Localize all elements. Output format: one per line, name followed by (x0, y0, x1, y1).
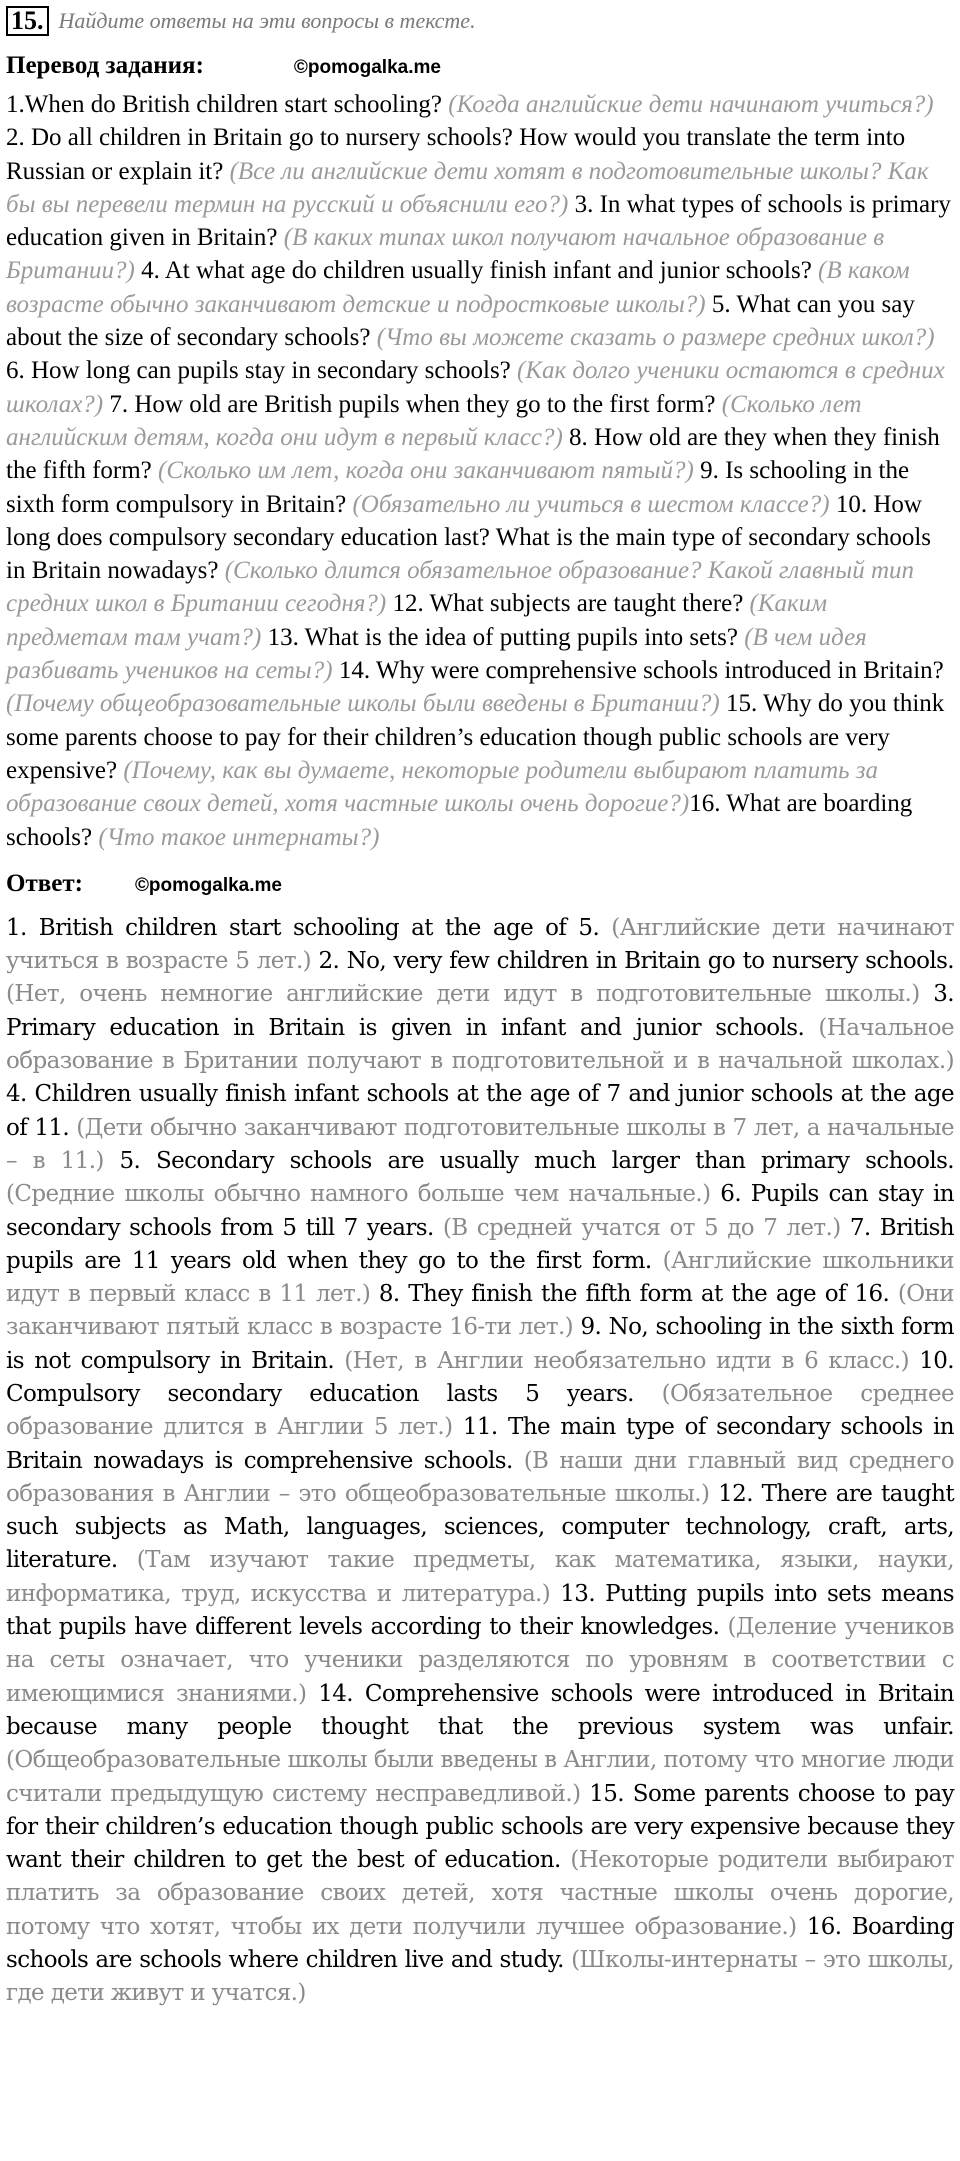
translation-item-4-en: 4. At what age do children usually finish infant and junior schools? (134, 257, 819, 285)
watermark: ©pomogalka.me (134, 874, 282, 896)
answer-item-7-en: 7. British pupils are 11 years old when they go to the first form. (6, 1214, 955, 1274)
watermark: ©pomogalka.me (293, 57, 441, 78)
answer-item-6-en: 6. Pupils can stay in secondary schools from 5 till 7 years. (6, 1181, 955, 1241)
answer-item-14-en: 14. Comprehensive schools were introduced in Britain because many people thought that the previous system was unfair. (6, 1680, 954, 1740)
translation-item-8-en: 8. How old are they when they finish the fifth form? (6, 423, 940, 485)
answer-item-8-en: 8. They finish the fifth form at the age of 16. (370, 1281, 898, 1308)
answer-item-15-en: 15. Some parents choose to pay for their children’s education though public schools are very expensive because they want their children to get the best of education. (6, 1780, 954, 1874)
answer-item-11-ru: (В наши дни главный вид среднего образования в Англии – это общеобразовательные школы.) (6, 1447, 954, 1507)
answer-header (6, 870, 954, 904)
answer-item-2-en: 2. No, very few children in Britain go to nursery schools. (311, 948, 955, 975)
translation-item-10-ru: (Сколько длится обязательное образование? Какой главный тип средних школ в Британии сегодня?) (6, 557, 915, 618)
answer-item-9-ru: (Нет, в Англии необязательно идти в 6 класс.) (344, 1347, 909, 1374)
translation-text (6, 88, 954, 854)
answer-item-12-ru: (Там изучают такие предметы, как математика, языки, науки, информатика, труд, искусства и литература.) (6, 1547, 954, 1607)
translation-item-12-ru: (В чем идея разбивать учеников на сеты?) (6, 623, 867, 685)
translation-item-3-ru: (В каких типах школ получают начальное образование в Британии?) (6, 224, 885, 285)
translation-item-10-en: 10. How long does compulsory secondary education last? What is the main type of secondary schools in Britain nowadays? (6, 490, 931, 585)
translation-item-14-ru: (Почему, как вы думаете, некоторые родители выбирают платить за образование своих детей, хотя частные школы очень дорогие?) (6, 756, 879, 818)
translation-item-11-en: 12. What subjects are taught there? (386, 590, 750, 618)
translation-item-7-en: 7. How old are British pupils when they go to the first form? (103, 390, 722, 418)
translation-item-5-en: 5. What can you say about the size of secondary schools? (6, 290, 915, 352)
translation-header (6, 52, 954, 86)
answer-item-6-ru: (В средней учатся от 5 до 7 лет.) (442, 1214, 841, 1241)
answer-item-16-ru: (Школы-интернаты – это школы, где дети живут и учатся.) (6, 1947, 954, 2007)
answer-item-4-ru: (Дети обычно заканчивают подготовительные школы в 7 лет, а начальные – в 11.) (6, 1114, 954, 1174)
translation-item-4-ru: (В каком возрасте обычно заканчивают детские и подростковые школы?) (6, 257, 910, 318)
translation-item-14-en: 15. Why do you think some parents choose to pay for their children’s education though public schools are very expensive? (6, 690, 945, 784)
answer-item-1-en: 1. British children start schooling at the age of 5. (6, 914, 612, 941)
answer-text (6, 912, 954, 2011)
translation-item-2-en: 2. Do all children in Britain go to nursery schools? How would you translate the term into Russian or explain it? (6, 124, 906, 185)
task-number: 15. (6, 6, 49, 36)
answer-item-16-en: 16. Boarding schools are schools where children live and study. (6, 1913, 954, 1974)
translation-item-3-en: 3. In what types of schools is primary education given in Britain? (6, 190, 951, 252)
answer-item-10-en: 10. Compulsory secondary education lasts 5 years. (6, 1347, 954, 1407)
answer-item-2-ru: (Нет, очень немногие английские дети идут в подготовительные школы.) (6, 981, 920, 1008)
translation-item-1-ru: (Когда английские дети начинают учиться?) (448, 91, 934, 118)
answer-item-13-ru: (Деление учеников на сеты означает, что ученики разделяются по уровням в соответствии с имеющимися знаниями.) (6, 1614, 954, 1707)
translation-item-13-ru: (Почему общеобразовательные школы были введены в Британии?) (6, 690, 720, 718)
document-page (6, 6, 954, 2011)
translation-item-15-en: 16. What are boarding schools? (6, 790, 913, 851)
answer-item-8-ru: (Они заканчивают пятый класс в возрасте 16-ти лет.) (6, 1281, 954, 1341)
translation-item-2-ru: (Все ли английские дети хотят в подготовительные школы? Как бы вы перевели термин на русский и объяснили его?) (6, 157, 929, 218)
translation-item-12-en: 13. What is the idea of putting pupils into sets? (261, 623, 745, 651)
answer-item-13-en: 13. Putting pupils into sets means that pupils have different levels according to their knowledges. (6, 1580, 954, 1641)
translation-item-6-ru: (Как долго ученики остаются в средних школах?) (6, 357, 945, 418)
answer-label: Ответ: (6, 869, 83, 897)
task-header (6, 6, 954, 36)
translation-item-9-ru: (Обязательно ли учиться в шестом классе?) (352, 490, 830, 518)
answer-item-5-en: 5. Secondary schools are usually much larger than primary schools. (103, 1147, 954, 1174)
answer-item-14-ru: (Общеобразовательные школы были введены в Англии, потому что многие люди считали предыдущую систему несправедливой.) (6, 1747, 954, 1807)
translation-item-8-ru: (Сколько им лет, когда они заканчивают пятый?) (158, 457, 694, 485)
answer-item-9-en: 9. No, schooling in the sixth form is not compulsory in Britain. (6, 1314, 955, 1374)
answer-item-11-en: 11. The main type of secondary schools in Britain nowadays is comprehensive schools. (6, 1414, 954, 1474)
answer-item-3-en: 3. Primary education in Britain is given in infant and junior schools. (6, 981, 954, 1041)
answer-item-10-ru: (Обязательное среднее образование длится в Англии 5 лет.) (6, 1380, 954, 1441)
answer-item-15-ru: (Некоторые родители выбирают платить за образование своих детей, хотя частные школы очень дорогие, потому что хотят, чтобы их дети получили лучшее образование.) (6, 1847, 954, 1940)
translation-label: Перевод задания: (6, 52, 204, 79)
translation-item-1-en: 1.When do British children start schooling? (6, 91, 449, 118)
answer-item-3-ru: (Начальное образование в Британии получают в подготовительной и в начальной школах.) (6, 1014, 954, 1075)
answer-item-12-en: 12. There are taught such subjects as Math, languages, sciences, computer technology, craft, arts, literature. (6, 1480, 954, 1574)
translation-item-7-ru: (Сколько лет английским детям, когда они идут в первый класс?) (6, 390, 862, 451)
answer-item-1-ru: (Английские дети начинают учиться в возрасте 5 лет.) (6, 914, 954, 975)
translation-item-13-en: 14. Why were comprehensive schools introduced in Britain? (332, 657, 944, 685)
task-instruction: Найдите ответы на эти вопросы в тексте. (58, 8, 476, 33)
answer-item-5-ru: (Средние школы обычно намного больше чем начальные.) (6, 1181, 711, 1208)
answer-item-4-en: 4. Children usually finish infant schools at the age of 7 and junior schools at the age of 11. (6, 1081, 954, 1141)
translation-item-9-en: 9. Is schooling in the sixth form compulsory in Britain? (6, 457, 910, 518)
translation-item-11-ru: (Каким предметам там учат?) (6, 590, 828, 651)
translation-item-6-en: 6. How long can pupils stay in secondary schools? (6, 357, 518, 385)
translation-item-5-ru: (Что вы можете сказать о размере средних школ?) (376, 324, 935, 352)
answer-item-7-ru: (Английские школьники идут в первый класс в 11 лет.) (6, 1247, 954, 1308)
translation-item-15-ru: (Что такое интернаты?) (98, 823, 380, 851)
